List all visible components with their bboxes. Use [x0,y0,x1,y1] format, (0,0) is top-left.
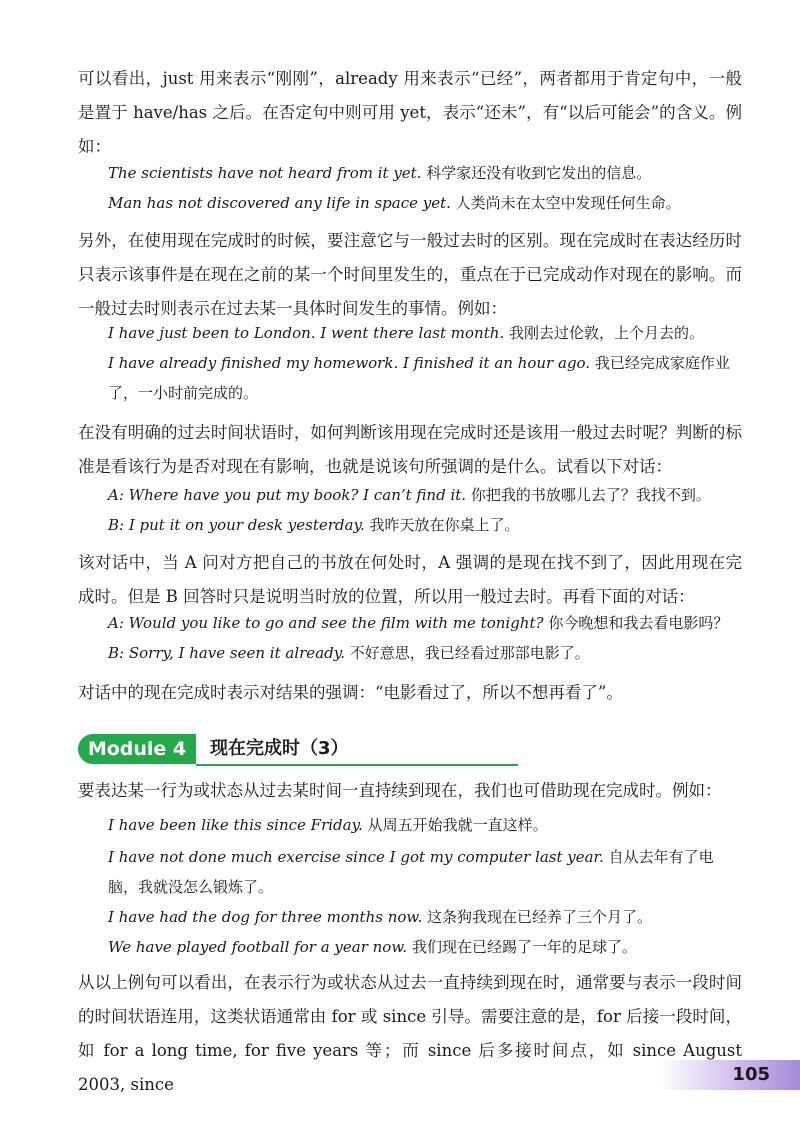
example-english: Man has not discovered any life in space yet. [108,194,451,212]
example-chinese: 从周五开始我就一直这样。 [362,816,548,834]
dialogue-english: A: Where have you put my book? I can’t find it. [108,486,467,504]
dialogue-explanation-paragraph: 该对话中，当 A 问对方把自己的书放在何处时，A 强调的是现在找不到了，因此用现在完成时。但是 B 回答时只是说明当时放的位置，所以用一般过去时。再看下面的对话： [78,553,742,606]
example-english: I have had the dog for three months now. [108,908,423,926]
intro-paragraph: 可以看出，just 用来表示“刚刚”，already 用来表示“已经”，两者都用于肯定句中，一般是置于 have/has 之后。在否定句中则可用 yet，表示“还未”，有“以后可能会”的含义。例如： [78,69,742,156]
dialogue-chinese: 你把我的书放哪儿去了？我找不到。 [466,486,711,504]
dialogue-chinese: 不好意思，我已经看过那部电影了。 [344,644,590,662]
page-number: 105 [732,1064,770,1085]
dialogue-english: B: Sorry, I have seen it already. [108,644,345,662]
dialogue-chinese: 你今晚想和我去看电影吗？ [543,614,729,632]
example-english: I have just been to London. I went there last month. [108,324,505,342]
example-sentence [108,158,738,188]
module-badge: Module 4 [78,734,196,764]
example-sentence [108,348,738,408]
dialogue-line [108,608,738,638]
example-sentence [108,932,738,962]
example-chinese: 我刚去过伦敦，上个月去的。 [504,324,704,342]
example-sentence [108,902,738,932]
example-chinese: 这条狗我现在已经养了三个月了。 [422,908,652,926]
example-chinese: 我已经完成家庭作业了，一小时前完成的。 [108,354,730,402]
module-title: 现在完成时（3） [210,738,349,759]
dialogue-line [108,510,738,540]
example-chinese: 科学家还没有收到它发出的信息。 [421,164,652,182]
dialogue-line [108,480,738,510]
dialogue-english: B: I put it on your desk yesterday. [108,516,365,534]
module-underline [196,764,518,766]
dialogue-chinese: 我昨天放在你桌上了。 [364,516,520,534]
example-chinese: 人类尚未在太空中发现任何生命。 [450,194,681,212]
example-sentence [108,842,738,902]
conclusion-paragraph: 对话中的现在完成时表示对结果的强调：“电影看过了，所以不想再看了”。 [78,683,623,702]
example-sentence [108,318,738,348]
past-vs-perfect-paragraph: 另外，在使用现在完成时的时候，要注意它与一般过去时的区别。现在完成时在表达经历时只表示该事件是在现在之前的某一个时间里发生的，重点在于已完成动作对现在的影响。而一般过去时则表示在过去某一具体时间发生的事情。例如： [78,231,742,318]
example-english: We have played football for a year now. [108,938,408,956]
page-number-tab [660,1060,800,1090]
example-chinese: 自从去年有了电脑，我就没怎么锻炼了。 [108,848,714,896]
example-english: I have not done much exercise since I got my computer last year. [108,848,604,866]
example-english: The scientists have not heard from it yet. [108,164,422,182]
dialogue-english: A: Would you like to go and see the film with me tonight? [108,614,544,632]
example-english: I have been like this since Friday. [108,816,363,834]
example-chinese: 我们现在已经踢了一年的足球了。 [407,938,637,956]
module-heading [78,734,518,766]
module-intro-paragraph: 要表达某一行为或状态从过去某时间一直持续到现在，我们也可借助现在完成时。例如： [78,781,722,800]
dialogue-line [108,638,738,668]
module-closing-paragraph: 从以上例句可以看出，在表示行为或状态从过去一直持续到现在时，通常要与表示一段时间的时间状语连用，这类状语通常由 for 或 since 引导。需要注意的是，for 后接一段时间，如 for a long time, for five years 等；而 since 后多接时间点，如 since August 2003, since [78,973,742,1094]
example-sentence [108,810,738,840]
example-english: I have already finished my homework. I finished it an hour ago. [108,354,591,372]
example-sentence [108,188,738,218]
judge-paragraph: 在没有明确的过去时间状语时，如何判断该用现在完成时还是该用一般过去时呢？判断的标准是看该行为是否对现在有影响，也就是说该句所强调的是什么。试看以下对话： [78,423,742,476]
